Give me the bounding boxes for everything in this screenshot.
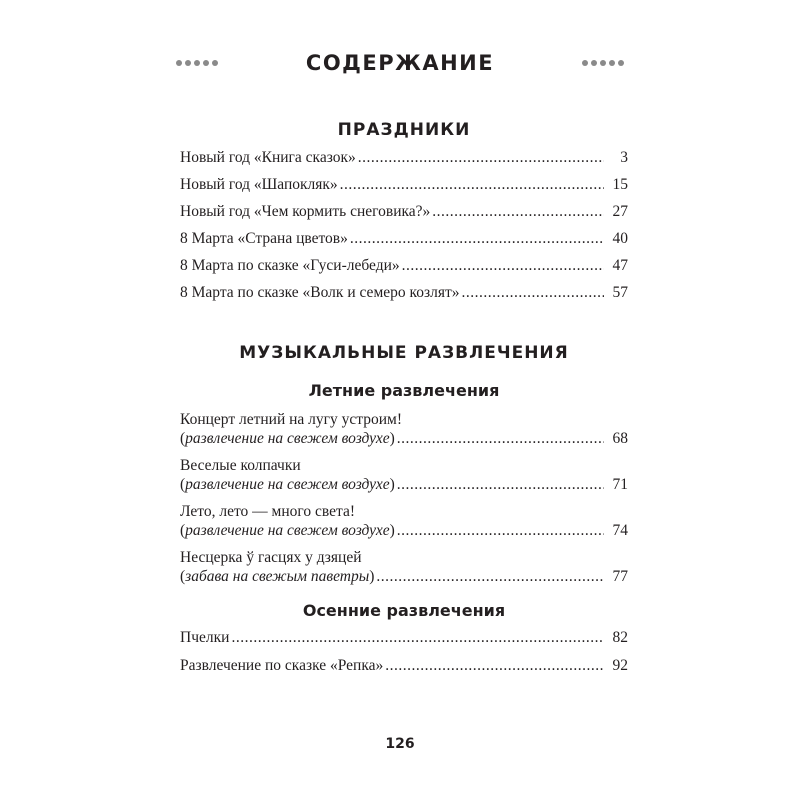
dot-leader [402,256,604,275]
left-dots-ornament [176,60,218,66]
toc-entry: Концерт летний на лугу устроим! (развлечение на свежем воздухе) ..... 68 [180,410,628,448]
toc-entry-page: 82 [612,629,628,646]
toc-entry-title: Новый год «Книга сказок» [180,149,356,166]
toc-entry-title: Лето, лето — много света! [180,503,355,520]
toc-entry-page: 77 [612,568,628,585]
toc-entry [180,148,628,167]
toc-entry-page: 92 [612,657,628,674]
dot-leader [397,429,604,448]
toc-entry-page: 3 [620,149,628,166]
toc-entry-page: 47 [612,257,628,274]
toc-entry-title: Веселые колпачки [180,457,301,474]
toc-entry: Несцерка ў гасцях у дзяцей (забава на свежым паветры) ..... 77 [180,548,628,586]
toc-entry [180,229,628,248]
section-heading-music: МУЗЫКАЛЬНЫЕ РАЗВЛЕЧЕНИЯ [239,343,569,363]
toc-entry-title: Новый год «Шапокляк» [180,176,338,193]
dot-leader [462,283,604,302]
toc-entry-title: Новый год «Чем кормить снеговика?» [180,203,431,220]
toc-entry [180,283,628,302]
toc-entry-page: 74 [612,522,628,539]
subsection-heading-autumn: Осенние развлечения [302,601,506,620]
toc-entry-page: 40 [612,230,628,247]
toc-entry: Лето, лето — много света! (развлечение на свежем воздухе) ..... 74 [180,502,628,540]
dot-leader [350,229,604,248]
toc-entry [180,202,628,221]
toc-entry-title: Развлечение по сказке «Репка» [180,657,384,674]
toc-entry: Веселые колпачки (развлечение на свежем воздухе) ..... 71 [180,456,628,494]
dot-leader [385,656,604,675]
toc-entry [180,656,628,675]
title-row [176,48,624,78]
toc-entry-subtitle: развлечение на свежем воздухе [185,476,390,493]
dot-leader [432,202,604,221]
subsection-heading-summer: Летние развлечения [308,381,500,400]
toc-entry-subtitle: развлечение на свежем воздухе [185,430,390,447]
toc-entry-page: 57 [612,284,628,301]
toc-entry-title: Концерт летний на лугу устроим! [180,411,403,428]
dot-leader [231,628,604,647]
toc-entry-title: 8 Марта по сказке «Волк и семеро козлят» [180,284,460,301]
toc-entry-page: 68 [612,430,628,447]
toc-entry-page: 15 [612,176,628,193]
toc-entry-subtitle: забава на свежым паветры [185,568,370,585]
toc-entry-title: 8 Марта «Страна цветов» [180,230,348,247]
toc-entry-title: Пчелки [180,629,230,646]
toc-entry [180,256,628,275]
page-number: 126 [385,736,415,752]
toc-entry-subtitle: развлечение на свежем воздухе [185,522,390,539]
toc-entry [180,628,628,647]
toc-entry-title: 8 Марта по сказке «Гуси-лебеди» [180,257,400,274]
toc-entry-page: 27 [612,203,628,220]
toc-entry-page: 71 [612,476,628,493]
right-dots-ornament [582,60,624,66]
toc-entry-title: Несцерка ў гасцях у дзяцей [180,549,362,566]
dot-leader [340,175,604,194]
dot-leader [358,148,604,167]
page-title: СОДЕРЖАНИЕ [305,51,495,75]
dot-leader [376,567,604,586]
section-heading-holidays: ПРАЗДНИКИ [337,120,471,140]
dot-leader [397,521,604,540]
toc-entry [180,175,628,194]
dot-leader [397,475,604,494]
